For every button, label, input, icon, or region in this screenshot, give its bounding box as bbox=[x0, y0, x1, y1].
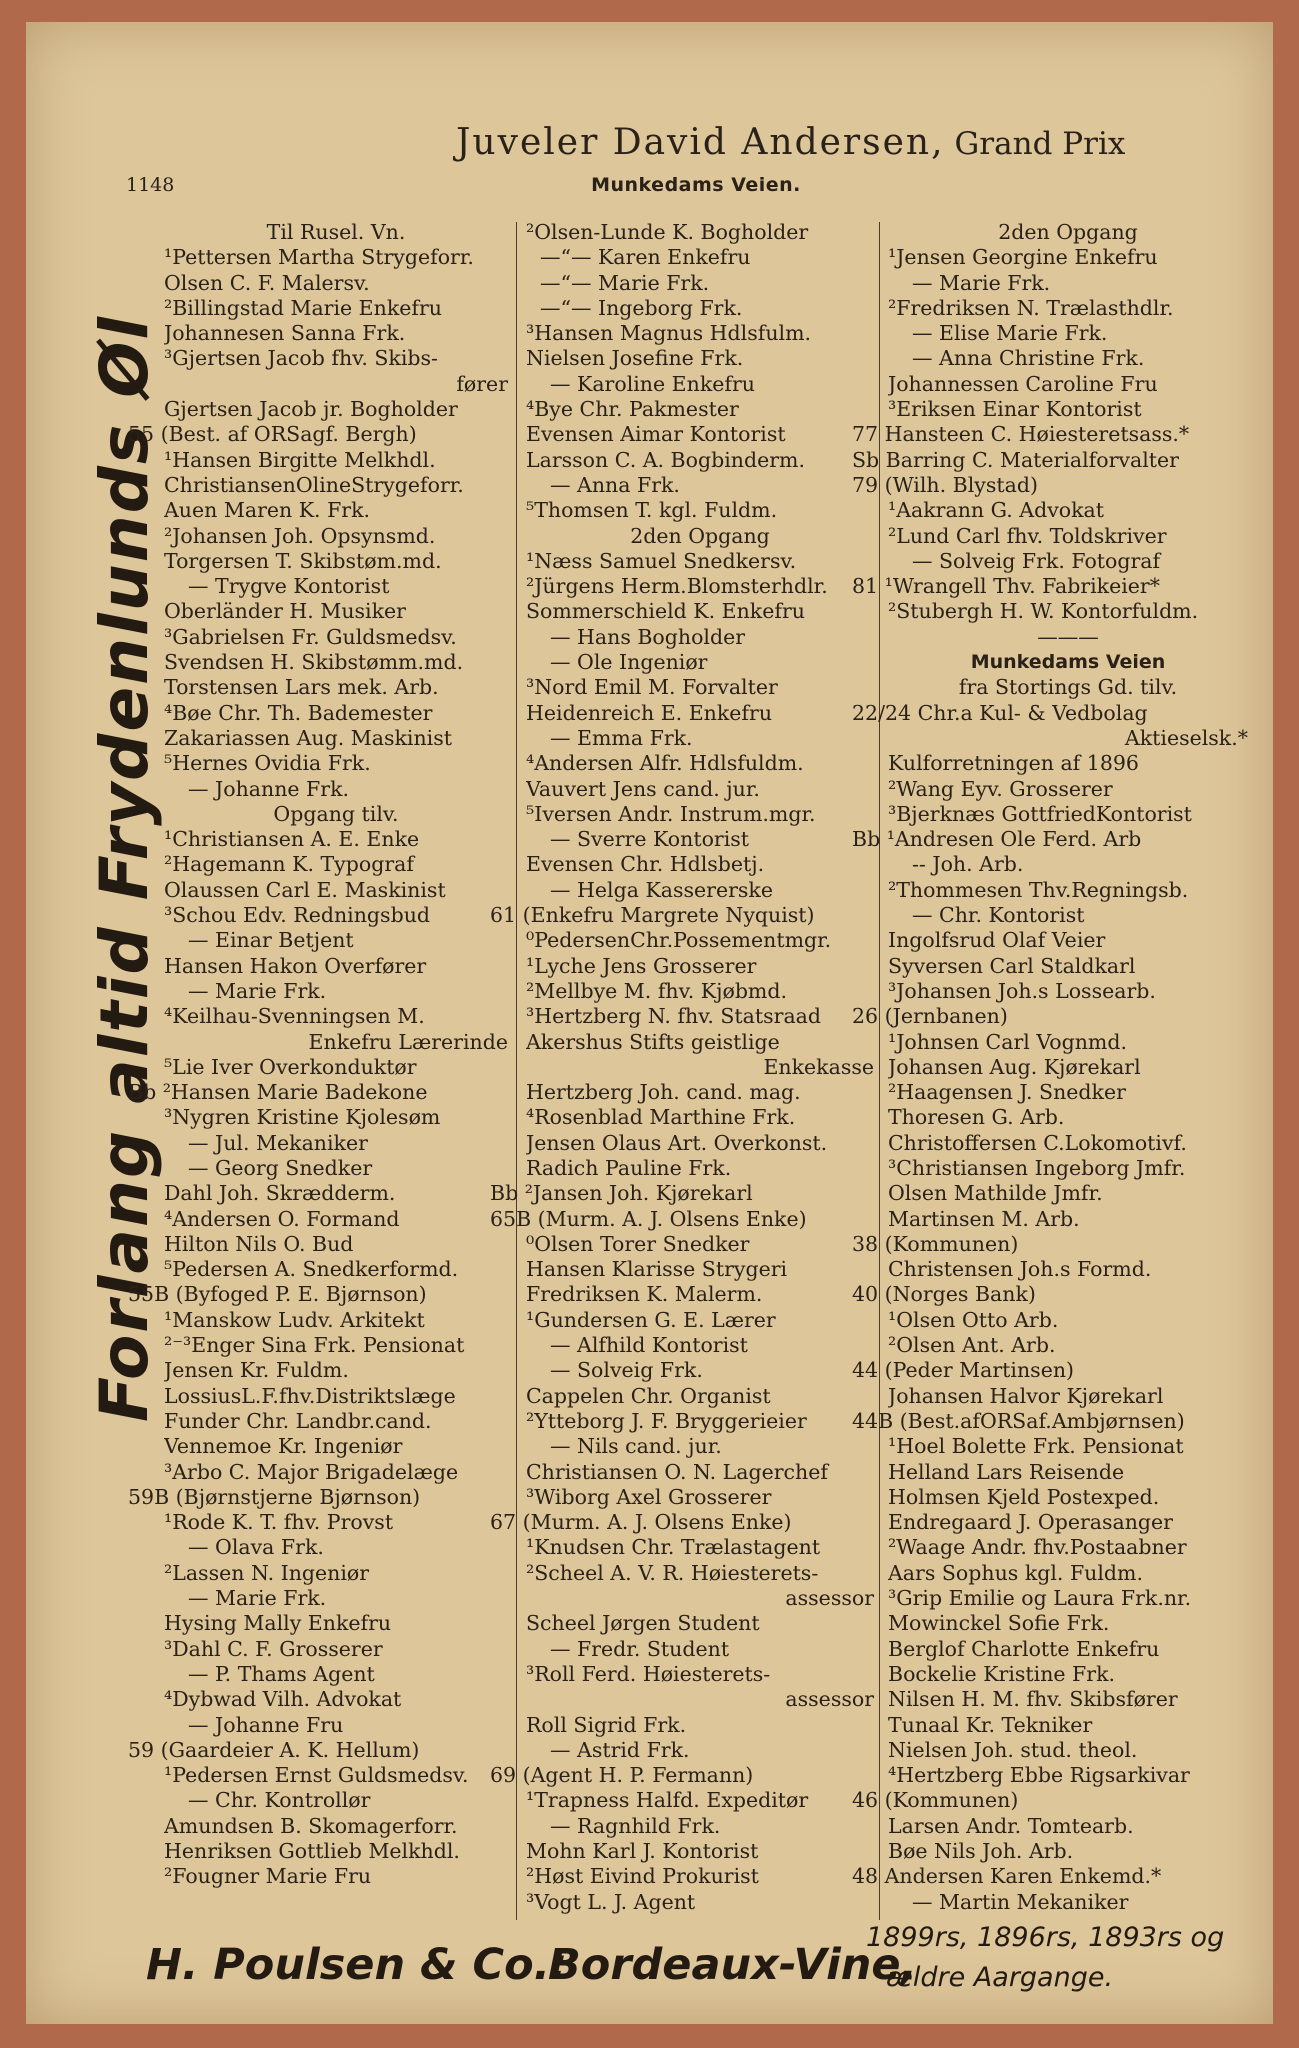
directory-entry: — Sverre Kontorist bbox=[550, 827, 750, 852]
directory-entry: Cappelen Chr. Organist bbox=[526, 1383, 771, 1408]
directory-entry: 65B (Murm. A. J. Olsens Enke) bbox=[490, 1206, 807, 1231]
directory-entry: — Trygve Kontorist bbox=[188, 574, 390, 599]
directory-entry: Johansen Aug. Kjørekarl bbox=[888, 1054, 1141, 1079]
directory-entry: Jensen Olaus Art. Overkonst. bbox=[526, 1130, 828, 1155]
directory-entry: — Marie Frk. bbox=[188, 1586, 327, 1611]
directory-entry: — Marie Frk. bbox=[188, 978, 327, 1003]
directory-entry: ³Gjertsen Jacob fhv. Skibs- bbox=[164, 346, 438, 371]
top-ad-suffix: Grand Prix bbox=[954, 126, 1126, 162]
directory-entry: Mowinckel Sofie Frk. bbox=[888, 1611, 1110, 1636]
directory-entry: ²Stubergh H. W. Kontorfuldm. bbox=[888, 599, 1199, 624]
directory-entry: ⁵Thomsen T. kgl. Fuldm. bbox=[526, 498, 778, 523]
directory-entry: Vennemoe Kr. Ingeniør bbox=[164, 1434, 403, 1459]
directory-entry: Helland Lars Reisende bbox=[888, 1459, 1125, 1484]
directory-entry: ²Thommesen Thv.Regningsb. bbox=[888, 877, 1189, 902]
directory-entry: Scheel Jørgen Student bbox=[526, 1611, 760, 1636]
directory-entry: assessor bbox=[785, 1687, 874, 1712]
directory-entry: ⁴Hertzberg Ebbe Rigsarkivar bbox=[888, 1763, 1190, 1788]
directory-entry: Thoresen G. Arb. bbox=[888, 1105, 1065, 1130]
directory-entry: ²Olsen-Lunde K. Bogholder bbox=[526, 220, 809, 244]
directory-entry: Sommerschield K. Enkefru bbox=[526, 599, 805, 624]
directory-entry: ²Haagensen J. Snedker bbox=[888, 1080, 1126, 1105]
directory-entry: 67 (Murm. A. J. Olsens Enke) bbox=[490, 1510, 792, 1535]
directory-entry: Olsen Mathilde Jmfr. bbox=[888, 1181, 1103, 1206]
directory-entry: — Solveig Frk. Fotograf bbox=[912, 548, 1161, 573]
directory-entry: ¹Pedersen Ernst Guldsmedsv. bbox=[164, 1763, 469, 1788]
directory-entry: — Martin Mekaniker bbox=[912, 1889, 1129, 1914]
directory-column-1 bbox=[128, 220, 508, 1890]
directory-entry: Holmsen Kjeld Postexped. bbox=[888, 1484, 1160, 1509]
directory-entry: ³Wiborg Axel Grosserer bbox=[526, 1484, 772, 1509]
directory-entry: ¹Næss Samuel Snedkersv. bbox=[526, 548, 797, 573]
directory-entry: Christensen Joh.s Formd. bbox=[888, 1257, 1152, 1282]
directory-entry: ³Eriksen Einar Kontorist bbox=[888, 397, 1142, 422]
directory-entry: — Emma Frk. bbox=[550, 725, 693, 750]
directory-entry: — Ragnhild Frk. bbox=[550, 1813, 721, 1838]
directory-entry: Hertzberg Joh. cand. mag. bbox=[526, 1080, 801, 1105]
directory-entry: — Karoline Enkefru bbox=[550, 371, 755, 396]
directory-entry: ³Gabrielsen Fr. Guldsmedsv. bbox=[164, 624, 457, 649]
directory-entry: Christiansen O. N. Lagerchef bbox=[526, 1459, 828, 1484]
top-advertisement bbox=[456, 122, 1226, 163]
directory-entry: —“— Marie Frk. bbox=[540, 270, 710, 295]
directory-entry: 38 (Kommunen) bbox=[852, 1231, 1019, 1256]
directory-entry: Zakariassen Aug. Maskinist bbox=[164, 725, 452, 750]
directory-entry: ³Arbo C. Major Brigadelæge bbox=[164, 1459, 459, 1484]
directory-entry: ⁵Pedersen A. Snedkerformd. bbox=[164, 1257, 459, 1282]
directory-entry: ³Grip Emilie og Laura Frk.nr. bbox=[888, 1586, 1192, 1611]
directory-entry: Gjertsen Jacob jr. Bogholder bbox=[164, 397, 458, 422]
directory-entry: ³Schou Edv. Redningsbud bbox=[164, 903, 431, 928]
directory-entry: ¹Christiansen A. E. Enke bbox=[164, 827, 420, 852]
directory-entry: fører bbox=[456, 371, 508, 396]
directory-entry: Dahl Joh. Skrædderm. bbox=[164, 1181, 396, 1206]
directory-entry: ⁴Andersen Alfr. Hdlsfuldm. bbox=[526, 751, 804, 776]
directory-entry: Tunaal Kr. Tekniker bbox=[888, 1712, 1093, 1737]
directory-entry: Svendsen H. Skibstømm.md. bbox=[164, 650, 464, 675]
directory-entry: Bb ²Jansen Joh. Kjørekarl bbox=[490, 1181, 753, 1206]
directory-entry: Olaussen Carl E. Maskinist bbox=[164, 877, 446, 902]
directory-entry: — Solveig Frk. bbox=[550, 1358, 703, 1383]
directory-entry: Bøe Nils Joh. Arb. bbox=[888, 1839, 1074, 1863]
directory-entry: Hilton Nils O. Bud bbox=[164, 1231, 354, 1256]
directory-entry: Larsen Andr. Tomtearb. bbox=[888, 1813, 1134, 1838]
directory-entry: 26 (Jernbanen) bbox=[852, 1004, 1008, 1029]
directory-entry: Heidenreich E. Enkefru bbox=[526, 700, 773, 725]
bottom-ad-years: 1899rs, 1896rs, 1893rs og bbox=[866, 1922, 1225, 1953]
bottom-advertisement bbox=[146, 1922, 1246, 2012]
directory-entry: fra Stortings Gd. tilv. bbox=[958, 675, 1178, 700]
directory-entry: Radich Pauline Frk. bbox=[526, 1155, 732, 1180]
directory-entry: ¹Hansen Birgitte Melkhdl. bbox=[164, 447, 436, 472]
directory-entry: ¹Hoel Bolette Frk. Pensionat bbox=[888, 1434, 1184, 1459]
directory-entry: ⁵Lie Iver Overkonduktør bbox=[164, 1054, 417, 1079]
directory-entry: ——— bbox=[1037, 624, 1099, 649]
directory-entry: ⁰Olsen Torer Snedker bbox=[526, 1231, 750, 1256]
directory-entry: ²Mellbye M. fhv. Kjøbmd. bbox=[526, 978, 788, 1003]
directory-entry: Sb Barring C. Materialforvalter bbox=[852, 447, 1179, 472]
directory-entry: ⁰PedersenChr.Possementmgr. bbox=[526, 928, 832, 953]
directory-entry: Nielsen Joh. stud. theol. bbox=[888, 1737, 1138, 1762]
directory-entry: ⁵Hernes Ovidia Frk. bbox=[164, 751, 371, 776]
directory-entry: ²Wang Eyv. Grosserer bbox=[888, 776, 1113, 801]
directory-entry: — Alfhild Kontorist bbox=[550, 1333, 748, 1358]
directory-entry: 22/24 Chr.a Kul- & Vedbolag bbox=[852, 700, 1148, 725]
directory-entry: — Fredr. Student bbox=[550, 1636, 730, 1661]
directory-entry: Munkedams Veien bbox=[970, 651, 1166, 674]
directory-entry: —“— Ingeborg Frk. bbox=[540, 295, 743, 320]
directory-entry: ³Hansen Magnus Hdlsfulm. bbox=[526, 321, 812, 346]
directory-entry: Aars Sophus kgl. Fuldm. bbox=[888, 1560, 1144, 1585]
directory-entry: — Anna Christine Frk. bbox=[912, 346, 1145, 371]
directory-entry: — Olava Frk. bbox=[188, 1535, 324, 1560]
directory-entry: Vauvert Jens cand. jur. bbox=[526, 776, 760, 801]
directory-entry: Aktieselsk.* bbox=[1124, 725, 1248, 750]
directory-entry: Auen Maren K. Frk. bbox=[164, 498, 371, 523]
directory-entry: -- Joh. Arb. bbox=[912, 852, 1024, 877]
directory-entry: ³Roll Ferd. Høiesterets- bbox=[526, 1661, 771, 1686]
directory-entry: Hansen Hakon Overfører bbox=[164, 953, 427, 978]
directory-entry: Bb ²Hansen Marie Badekone bbox=[128, 1080, 428, 1105]
directory-entry: 46 (Kommunen) bbox=[852, 1788, 1019, 1813]
directory-entry: ¹Johnsen Carl Vognmd. bbox=[888, 1029, 1128, 1054]
directory-entry: Berglof Charlotte Enkefru bbox=[888, 1636, 1160, 1661]
directory-entry: — P. Thams Agent bbox=[188, 1661, 375, 1686]
directory-entry: Johansen Halvor Kjørekarl bbox=[888, 1383, 1164, 1408]
directory-entry: 48 Andersen Karen Enkemd.* bbox=[852, 1864, 1162, 1889]
directory-entry: ¹Pettersen Martha Strygeforr. bbox=[164, 245, 474, 270]
directory-entry: — Anna Frk. bbox=[550, 472, 680, 497]
directory-entry: Amundsen B. Skomagerforr. bbox=[164, 1813, 458, 1838]
directory-entry: Bb ¹Andresen Ole Ferd. Arb bbox=[852, 827, 1142, 852]
directory-entry: — Elise Marie Frk. bbox=[912, 321, 1108, 346]
directory-entry: Enkekasse bbox=[763, 1054, 874, 1079]
directory-entry: — Hans Bogholder bbox=[550, 624, 746, 649]
directory-entry: 69 (Agent H. P. Fermann) bbox=[490, 1763, 754, 1788]
directory-entry: Nielsen Josefine Frk. bbox=[526, 346, 744, 371]
directory-entry: Jensen Kr. Fuldm. bbox=[164, 1358, 349, 1383]
directory-entry: Opgang tilv. bbox=[273, 801, 399, 826]
directory-entry: ⁴Keilhau-Svenningsen M. bbox=[164, 1004, 425, 1029]
bottom-ad-firm: H. Poulsen & Co.: bbox=[146, 1940, 568, 1990]
page-number: 1148 bbox=[126, 174, 175, 196]
directory-entry: — Chr. Kontorist bbox=[912, 903, 1085, 928]
directory-entry: ²Olsen Ant. Arb. bbox=[888, 1333, 1056, 1358]
directory-entry: Syversen Carl Staldkarl bbox=[888, 953, 1136, 978]
directory-entry: ⁴Dybwad Vilh. Advokat bbox=[164, 1687, 402, 1712]
directory-entry: ²Johansen Joh. Opsynsmd. bbox=[164, 523, 436, 548]
directory-entry: ¹Knudsen Chr. Trælastagent bbox=[526, 1535, 821, 1560]
column-divider bbox=[516, 222, 517, 1920]
directory-entry: Akershus Stifts geistlige bbox=[526, 1029, 780, 1054]
directory-entry: ²Waage Andr. fhv.Postaabner bbox=[888, 1535, 1187, 1560]
side-ad-text: Forlang altid Frydenlunds Øl bbox=[86, 314, 163, 1422]
directory-entry: — Marie Frk. bbox=[912, 270, 1051, 295]
directory-entry: Bockelie Kristine Frk. bbox=[888, 1661, 1116, 1686]
directory-page bbox=[26, 22, 1273, 2024]
directory-entry: ²Lassen N. Ingeniør bbox=[164, 1560, 370, 1585]
directory-entry: Olsen C. F. Malersv. bbox=[164, 270, 370, 295]
directory-entry: Martinsen M. Arb. bbox=[888, 1206, 1080, 1231]
directory-entry: LossiusL.F.fhv.Distriktslæge bbox=[164, 1383, 456, 1408]
directory-entry: Evensen Aimar Kontorist bbox=[526, 422, 786, 447]
directory-entry: ³Nord Emil M. Forvalter bbox=[526, 675, 778, 700]
directory-entry: Kulforretningen af 1896 bbox=[888, 751, 1139, 776]
directory-entry: ¹Manskow Ludv. Arkitekt bbox=[164, 1307, 425, 1332]
directory-entry: ³Vogt L. J. Agent bbox=[526, 1889, 696, 1914]
directory-entry: 81 ¹Wrangell Thv. Fabrikeier* bbox=[852, 574, 1160, 599]
directory-entry: — Astrid Frk. bbox=[550, 1737, 690, 1762]
directory-entry: ²Ytteborg J. F. Bryggerieier bbox=[526, 1408, 807, 1433]
directory-entry: ²⁻³Enger Sina Frk. Pensionat bbox=[164, 1333, 465, 1358]
directory-entry: Nilsen H. M. fhv. Skibsfører bbox=[888, 1687, 1178, 1712]
directory-entry: Johannesen Sanna Frk. bbox=[164, 321, 406, 346]
directory-entry: ³Bjerknæs GottfriedKontorist bbox=[888, 801, 1192, 826]
directory-entry: Ingolfsrud Olaf Veier bbox=[888, 928, 1106, 953]
directory-entry: — Jul. Mekaniker bbox=[188, 1130, 368, 1155]
directory-entry: 44 (Peder Martinsen) bbox=[852, 1358, 1075, 1383]
directory-entry: ¹Jensen Georgine Enkefru bbox=[888, 245, 1158, 270]
directory-entry: Torstensen Lars mek. Arb. bbox=[164, 675, 439, 700]
directory-entry: ³Johansen Joh.s Lossearb. bbox=[888, 978, 1156, 1003]
directory-entry: ⁴Bøe Chr. Th. Bademester bbox=[164, 700, 433, 725]
directory-entry: — Ole Ingeniør bbox=[550, 650, 708, 675]
directory-entry: Endregaard J. Operasanger bbox=[888, 1510, 1173, 1535]
directory-entry: — Nils cand. jur. bbox=[550, 1434, 722, 1459]
directory-entry: ⁴Rosenblad Marthine Frk. bbox=[526, 1105, 796, 1130]
directory-entry: — Johanne Fru bbox=[188, 1712, 344, 1737]
directory-entry: Evensen Chr. Hdlsbetj. bbox=[526, 852, 765, 877]
directory-entry: 2den Opgang bbox=[998, 220, 1138, 244]
directory-entry: ¹Rode K. T. fhv. Provst bbox=[164, 1510, 394, 1535]
directory-entry: ¹Lyche Jens Grosserer bbox=[526, 953, 757, 978]
directory-entry: 44B (Best.afORSaf.Ambjørnsen) bbox=[852, 1408, 1185, 1433]
directory-column-2 bbox=[490, 220, 874, 1915]
directory-entry: 40 (Norges Bank) bbox=[852, 1282, 1036, 1307]
directory-entry: ³Hertzberg N. fhv. Statsraad bbox=[526, 1004, 822, 1029]
directory-entry: 59B (Bjørnstjerne Bjørnson) bbox=[128, 1484, 421, 1509]
directory-entry: 59 (Gaardeier A. K. Hellum) bbox=[128, 1737, 420, 1762]
directory-entry: ²Fredriksen N. Trælasthdlr. bbox=[888, 295, 1174, 320]
directory-entry: assessor bbox=[785, 1586, 874, 1611]
directory-entry: 79 (Wilh. Blystad) bbox=[852, 472, 1038, 497]
directory-entry: Mohn Karl J. Kontorist bbox=[526, 1839, 759, 1863]
directory-entry: ChristiansenOlineStrygeforr. bbox=[164, 472, 464, 497]
directory-entry: Enkefru Lærerinde bbox=[308, 1029, 508, 1054]
directory-entry: 61 (Enkefru Margrete Nyquist) bbox=[490, 903, 815, 928]
directory-entry: —“— Karen Enkefru bbox=[540, 245, 751, 270]
directory-entry: — Johanne Frk. bbox=[188, 776, 350, 801]
directory-entry: — Georg Snedker bbox=[188, 1155, 373, 1180]
directory-entry: ³Christiansen Ingeborg Jmfr. bbox=[888, 1155, 1186, 1180]
directory-entry: — Chr. Kontrollør bbox=[188, 1788, 371, 1813]
directory-entry: 77 Hansteen C. Høiesteretsass.* bbox=[852, 422, 1190, 447]
directory-entry: ⁵Iversen Andr. Instrum.mgr. bbox=[526, 801, 816, 826]
directory-entry: 55 (Best. af ORSagf. Bergh) bbox=[128, 422, 417, 447]
directory-entry: ²Jürgens Herm.Blomsterhdlr. bbox=[526, 574, 828, 599]
bottom-ad-product: Bordeaux-Vine, bbox=[548, 1940, 917, 1990]
directory-entry: ²Lund Carl fhv. Toldskriver bbox=[888, 523, 1167, 548]
directory-entry: ⁴Bye Chr. Pakmester bbox=[526, 397, 739, 422]
bottom-ad-older: ældre Aargange. bbox=[886, 1962, 1114, 1993]
directory-entry: Fredriksen K. Malerm. bbox=[526, 1282, 763, 1307]
directory-entry: Hysing Mally Enkefru bbox=[164, 1611, 392, 1636]
directory-entry: Torgersen T. Skibstøm.md. bbox=[164, 548, 442, 573]
directory-entry: Larsson C. A. Bogbinderm. bbox=[526, 447, 805, 472]
directory-entry: 55B (Byfoged P. E. Bjørnson) bbox=[128, 1282, 427, 1307]
directory-entry: ¹Gundersen G. E. Lærer bbox=[526, 1307, 776, 1332]
directory-entry: ²Hagemann K. Typograf bbox=[164, 852, 414, 877]
directory-entry: Til Rusel. Vn. bbox=[266, 220, 406, 244]
directory-entry: ²Fougner Marie Fru bbox=[164, 1864, 372, 1889]
directory-entry: Henriksen Gottlieb Melkhdl. bbox=[164, 1839, 460, 1863]
directory-column-3 bbox=[852, 220, 1248, 1915]
directory-entry: ¹Olsen Otto Arb. bbox=[888, 1307, 1059, 1332]
directory-entry: ⁴Andersen O. Formand bbox=[164, 1206, 400, 1231]
directory-entry: — Helga Kassererske bbox=[550, 877, 773, 902]
top-ad-main: Juveler David Andersen, bbox=[456, 122, 945, 163]
directory-entry: Oberländer H. Musiker bbox=[164, 599, 406, 624]
directory-entry: Johannessen Caroline Fru bbox=[888, 371, 1158, 396]
directory-entry: 2den Opgang bbox=[630, 523, 770, 548]
directory-entry: ²Høst Eivind Prokurist bbox=[526, 1864, 759, 1889]
directory-entry: Roll Sigrid Frk. bbox=[526, 1712, 687, 1737]
directory-entry: ¹Aakrann G. Advokat bbox=[888, 498, 1105, 523]
street-heading: Munkedams Veien. bbox=[591, 174, 801, 196]
directory-entry: Christoffersen C.Lokomotivf. bbox=[888, 1130, 1187, 1155]
directory-entry: ³Nygren Kristine Kjolesøm bbox=[164, 1105, 441, 1130]
directory-entry: — Einar Betjent bbox=[188, 928, 354, 953]
directory-entry: ²Scheel A. V. R. Høiesterets- bbox=[526, 1560, 819, 1585]
directory-entry: ²Billingstad Marie Enkefru bbox=[164, 295, 442, 320]
directory-entry: ³Dahl C. F. Grosserer bbox=[164, 1636, 383, 1661]
directory-entry: Hansen Klarisse Strygeri bbox=[526, 1257, 788, 1282]
directory-entry: Funder Chr. Landbr.cand. bbox=[164, 1408, 432, 1433]
directory-entry: ¹Trapness Halfd. Expeditør bbox=[526, 1788, 809, 1813]
